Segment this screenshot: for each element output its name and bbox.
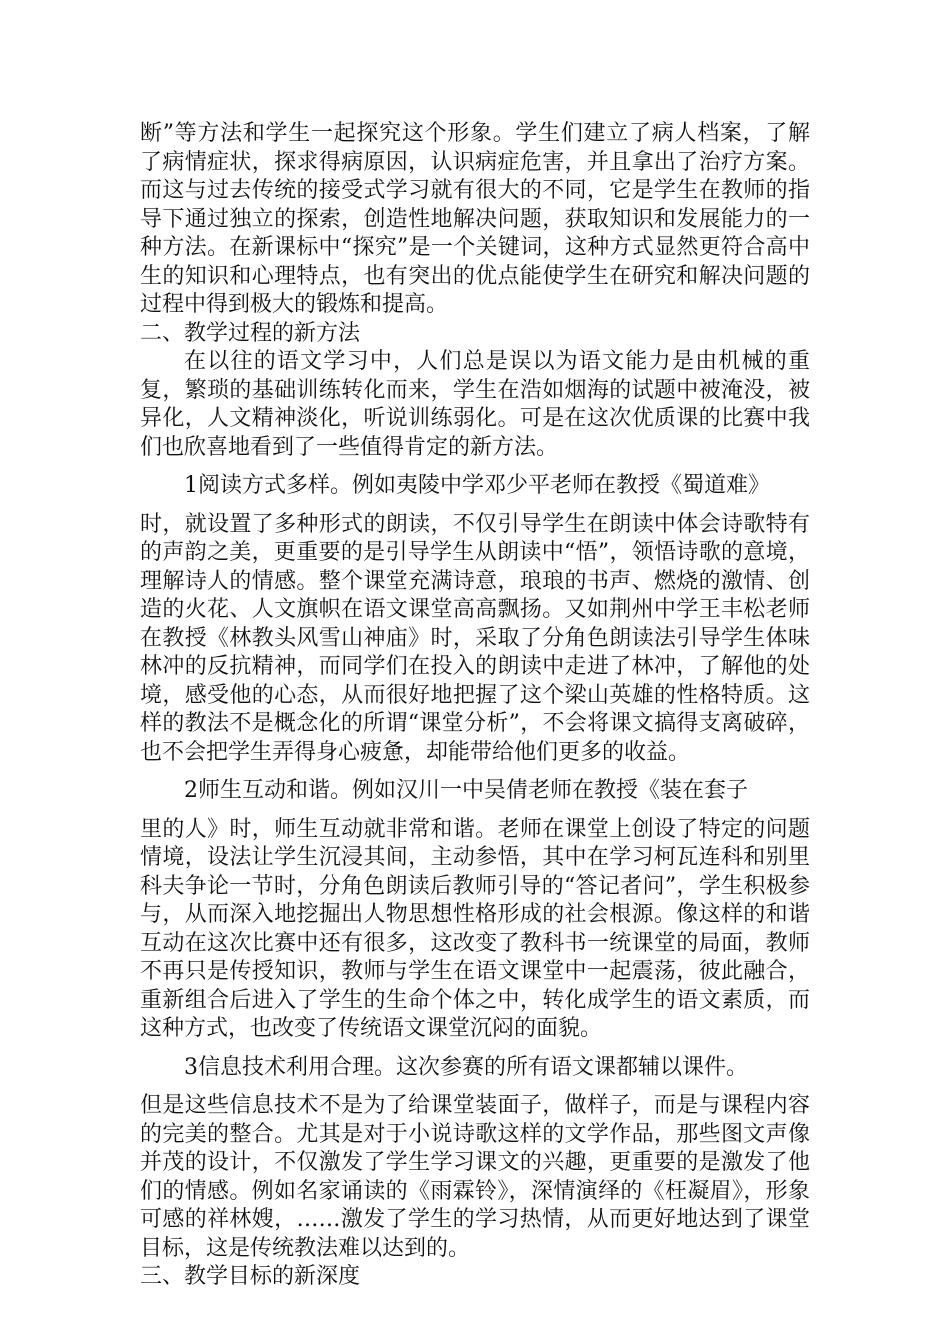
section-heading-2: 二、教学过程的新方法 [140, 320, 361, 346]
paragraph-section-2-intro: 在以往的语文学习中，人们总是误以为语文能力是由机械的重复，繁琐的基础训练转化而来，学生在浩如烟海的试题中被淹没，被异化，人文精神淡化，听说训练弱化。可是在这次优质课的比赛中我们也欣喜地看到了一些值得肯定的新方法。 [140, 349, 810, 460]
paragraph-intro: 断”等方法和学生一起探究这个形象。学生们建立了病人档案，了解了病情症状，探求得病原因，认识病症危害，并且拿出了治疗方案。而这与过去传统的接受式学习就有很大的不同，它是学生在教师的指导下通过独立的探索，创造性地解决问题，获取知识和发展能力的一种方法。在新课标中“探究”是一个关键词，这种方式显然更符合高中生的知识和心理特点，也有突出的优点能使学生在研究和解决问题的过程中得到极大的锻炼和提高。 [140, 121, 810, 317]
item-3-heading: 3信息技术利用合理。这次参赛的所有语文课都辅以课件。 [184, 1054, 748, 1080]
item-2-body: 里的人》时，师生互动就非常和谐。老师在课堂上创设了特定的问题情境，设法让学生沉浸其间，主动参悟，其中在学习柯瓦连科和别里科夫争论一节时，分角色朗读后教师引导的“答记者问”，学生积极参与，从而深入地挖掘出人物思想性格形成的社会根源。像这样的和谐互动在这次比赛中还有很多，这改变了教科书一统课堂的局面，教师不再只是传授知识，教师与学生在语文课堂中一起震荡，彼此融合，重新组合后进入了学生的生命个体之中，转化成学生的语文素质，而这种方式，也改变了传统语文课堂沉闷的面貌。 [140, 816, 810, 1041]
section-heading-3: 三、教学目标的新深度 [140, 1264, 361, 1289]
item-2-heading: 2师生互动和谐。例如汉川一中吴倩老师在教授《装在套子 [184, 778, 748, 803]
document-body [140, 120, 810, 1292]
item-1-heading: 1阅读方式多样。例如夷陵中学邓少平老师在教授《蜀道难》 [184, 473, 770, 498]
item-3-body: 但是这些信息技术不是为了给课堂装面子，做样子，而是与课程内容的完美的整合。尤其是对于小说诗歌这样的文学作品，那些图文声像并茂的设计，不仅激发了学生学习课文的兴趣，更重要的是激发了他们的情感。例如名家诵读的《雨霖铃》，深情演绎的《枉凝眉》，形象可感的祥林嫂，……激发了学生的学习热情，从而更好地达到了课堂目标，这是传统教法难以达到的。 [140, 1093, 810, 1261]
item-1-body: 时，就设置了多种形式的朗读，不仅引导学生在朗读中体会诗歌特有的声韵之美，更重要的是引导学生从朗读中“悟”，领悟诗歌的意境，理解诗人的情感。整个课堂充满诗意，琅琅的书声、燃烧的激情、创造的火花、人文旗帜在语文课堂高高飘扬。又如荆州中学王丰松老师在教授《林教头风雪山神庙》时，采取了分角色朗读法引导学生体味林冲的反抗精神，而同学们在投入的朗读中走进了林冲，了解他的处境，感受他的心态，从而很好地把握了这个梁山英雄的性格特质。这样的教法不是概念化的所谓“课堂分析”，不会将课文搞得支离破碎，也不会把学生弄得身心疲惫，却能带给他们更多的收益。 [140, 511, 810, 765]
